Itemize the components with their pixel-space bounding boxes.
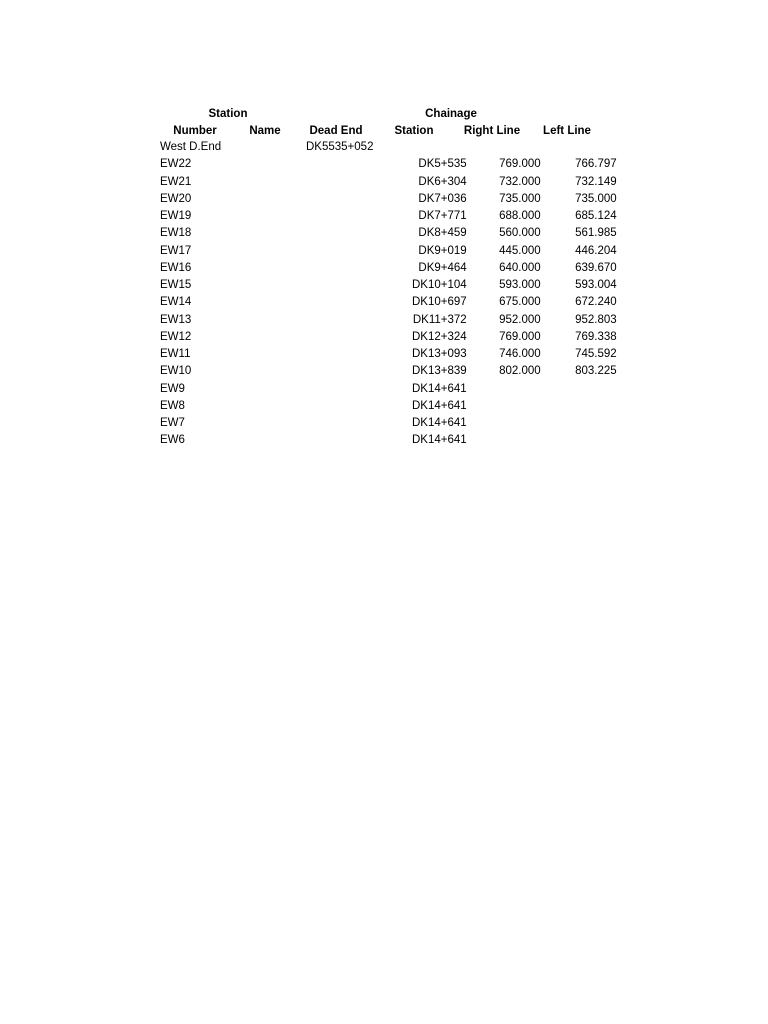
- cell-number: EW8: [160, 399, 185, 412]
- table-row: [160, 139, 617, 156]
- cell-right-line: 732.000: [499, 175, 541, 188]
- cell-left-line: 561.985: [575, 227, 617, 240]
- cell-name: [245, 415, 306, 432]
- header-station-group: Station: [208, 108, 248, 120]
- cell-station: DK9+464: [418, 261, 467, 274]
- cell-right-line: 746.000: [499, 348, 541, 360]
- table-row: [160, 208, 617, 225]
- cell-dead-end: [306, 363, 412, 380]
- table-row: [160, 329, 617, 346]
- table-row: [160, 277, 617, 294]
- table-row: [160, 225, 617, 242]
- cell-station: DK7+771: [418, 210, 467, 222]
- header-number: Number: [173, 125, 217, 137]
- cell-name: [245, 346, 306, 363]
- table-body: [160, 139, 617, 450]
- table-row: [160, 346, 617, 363]
- cell-name: [245, 174, 306, 191]
- cell-name: [245, 156, 306, 173]
- cell-number: EW10: [160, 365, 192, 378]
- cell-number: EW15: [160, 279, 192, 291]
- cell-right-line: 445.000: [499, 244, 541, 257]
- header-name: Name: [249, 125, 281, 137]
- cell-left-line: [541, 432, 617, 449]
- cell-right-line: 675.000: [499, 296, 541, 309]
- cell-dead-end: [306, 329, 412, 346]
- cell-dead-end: [306, 415, 412, 432]
- cell-left-line: 446.204: [575, 244, 617, 257]
- cell-number: EW22: [160, 158, 192, 171]
- cell-station: DK12+324: [412, 330, 467, 343]
- cell-dead-end: [306, 156, 412, 173]
- cell-left-line: 672.240: [575, 296, 617, 309]
- table-row: [160, 381, 617, 398]
- cell-name: [245, 312, 306, 329]
- table-row: [160, 156, 617, 173]
- table-row: [160, 191, 617, 208]
- cell-name: [245, 329, 306, 346]
- cell-dead-end: [306, 381, 412, 398]
- cell-left-line: 593.004: [575, 279, 617, 291]
- cell-right-line: 735.000: [499, 192, 541, 205]
- cell-name: [245, 363, 306, 380]
- cell-left-line: 803.225: [575, 365, 617, 378]
- cell-dead-end: [306, 191, 412, 208]
- cell-number: EW17: [160, 244, 192, 257]
- cell-number: EW18: [160, 227, 192, 240]
- cell-station: DK7+036: [418, 192, 467, 205]
- cell-name: [245, 277, 306, 294]
- cell-right-line: 802.000: [499, 365, 541, 378]
- cell-left-line: 745.592: [575, 348, 617, 360]
- cell-left-line: 766.797: [575, 158, 617, 171]
- cell-name: [245, 294, 306, 311]
- table-row: [160, 398, 617, 415]
- table-row: [160, 174, 617, 191]
- header-dead-end: Dead End: [309, 125, 363, 137]
- cell-left-line: [541, 415, 617, 432]
- table-row: [160, 415, 617, 432]
- cell-left-line: 639.670: [575, 261, 617, 274]
- cell-dead-end: DK5535+052: [306, 141, 374, 153]
- cell-right-line: 952.000: [499, 313, 541, 326]
- cell-name: [245, 243, 306, 260]
- cell-left-line: [541, 398, 617, 415]
- cell-right-line: [467, 415, 541, 432]
- cell-left-line: 735.000: [575, 192, 617, 205]
- cell-station: DK13+093: [412, 348, 467, 360]
- cell-name: [245, 398, 306, 415]
- cell-station: DK14+641: [412, 399, 467, 412]
- cell-number: EW11: [160, 348, 191, 360]
- cell-name: [245, 225, 306, 242]
- cell-name: [245, 208, 306, 225]
- header-right-line: Right Line: [463, 125, 521, 137]
- cell-dead-end: [306, 398, 412, 415]
- cell-right-line: [467, 398, 541, 415]
- cell-dead-end: [306, 312, 412, 329]
- cell-name: [245, 191, 306, 208]
- cell-station: DK14+641: [412, 434, 467, 447]
- cell-number: EW14: [160, 296, 192, 309]
- cell-left-line: 769.338: [575, 330, 617, 343]
- cell-number: EW19: [160, 210, 192, 222]
- table-row: [160, 294, 617, 311]
- cell-left-line: 952.803: [575, 313, 617, 326]
- cell-dead-end: [306, 277, 412, 294]
- header-chainage-group: Chainage: [425, 108, 477, 120]
- cell-name: [245, 381, 306, 398]
- cell-right-line: 560.000: [499, 227, 541, 240]
- cell-dead-end: [306, 243, 412, 260]
- cell-station: DK13+839: [412, 365, 467, 378]
- header-left-line: Left Line: [543, 125, 591, 137]
- cell-left-line: 685.124: [575, 210, 617, 222]
- cell-number: West D.End: [160, 141, 222, 153]
- cell-left-line: [541, 381, 617, 398]
- cell-name: [245, 260, 306, 277]
- header-station: Station: [394, 125, 434, 137]
- table-row: [160, 260, 617, 277]
- cell-dead-end: [306, 174, 412, 191]
- cell-station: DK14+641: [412, 417, 467, 429]
- cell-dead-end: [306, 260, 412, 277]
- cell-station: DK10+697: [412, 296, 467, 309]
- station-table: [160, 139, 617, 450]
- cell-station: DK11+372: [412, 313, 467, 326]
- cell-left-line: [541, 139, 617, 156]
- cell-number: EW20: [160, 192, 192, 205]
- cell-right-line: 769.000: [499, 158, 541, 171]
- cell-dead-end: [306, 294, 412, 311]
- cell-right-line: 593.000: [499, 279, 541, 291]
- cell-number: EW9: [160, 382, 185, 395]
- cell-station: [412, 139, 467, 156]
- cell-station: DK8+459: [418, 227, 467, 240]
- cell-right-line: 769.000: [499, 330, 541, 343]
- cell-station: DK14+641: [412, 382, 467, 395]
- cell-right-line: 640.000: [499, 261, 541, 274]
- cell-number: EW12: [160, 330, 192, 343]
- cell-dead-end: [306, 208, 412, 225]
- cell-number: EW21: [160, 175, 192, 188]
- cell-name: [245, 432, 306, 449]
- cell-number: EW16: [160, 261, 192, 274]
- table-row: [160, 243, 617, 260]
- cell-right-line: [467, 432, 541, 449]
- cell-left-line: 732.149: [575, 175, 617, 188]
- cell-dead-end: [306, 225, 412, 242]
- cell-number: EW6: [160, 434, 185, 447]
- cell-dead-end: [306, 346, 412, 363]
- cell-station: DK10+104: [412, 279, 467, 291]
- table-row: [160, 312, 617, 329]
- table-row: [160, 363, 617, 380]
- cell-station: DK9+019: [418, 244, 467, 257]
- cell-right-line: [467, 139, 541, 156]
- cell-station: DK6+304: [418, 175, 467, 188]
- cell-right-line: 688.000: [499, 210, 541, 222]
- cell-name: [245, 139, 306, 156]
- cell-number: EW7: [160, 417, 185, 429]
- cell-dead-end: [306, 432, 412, 449]
- table-row: [160, 432, 617, 449]
- cell-right-line: [467, 381, 541, 398]
- cell-number: EW13: [160, 313, 192, 326]
- cell-station: DK5+535: [418, 158, 467, 171]
